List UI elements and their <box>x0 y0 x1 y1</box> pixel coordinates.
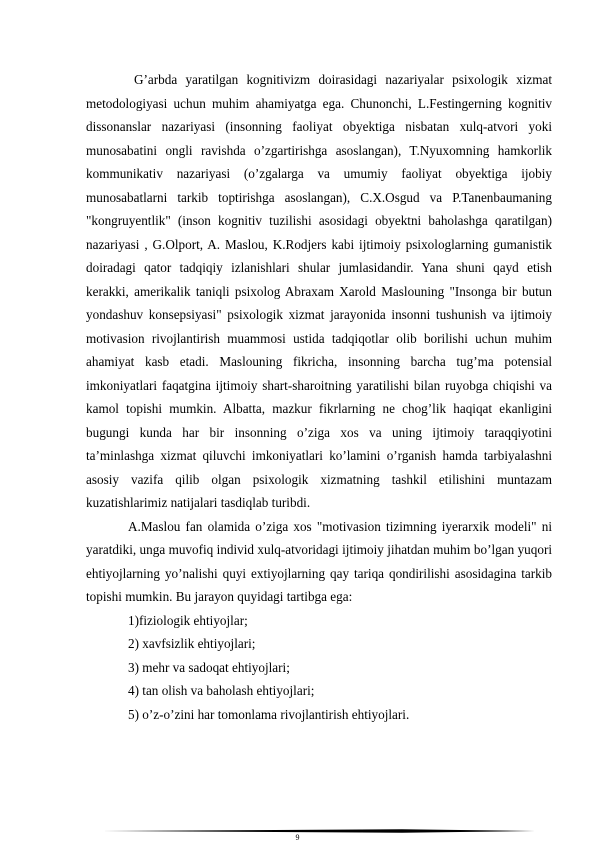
needs-list <box>86 609 552 727</box>
list-item: 3) mehr va sadoqat ehtiyojlari; <box>128 659 290 675</box>
footer-divider-line <box>102 829 535 833</box>
paragraph-kognitivizm: G’arbda yaratilgan kognitivizm doirasidagi nazariyalar psixologik xizmat metodologiyasi uchun muhim ahamiyatga ega. Chunonchi, L.Festingerning kognitiv dissonanslar nazariyasi (insonning faoliyat obyektiga nisbatan xulq-atvori yoki munosabatini ongli ravishda o’zgartirishga asoslangan), T.Nyuxomning hamkorlik kommunikativ nazariyasi (o’zgalarga va umumiy faoliyat obyektiga ijobiy munosabatlarni tarkib toptirishga asoslangan), C.X.Osgud va P.Tanenbaumaning "kongruyentlik" (inson kognitiv tuzilishi asosidagi obyektni baholashga qaratilgan) nazariyasi , G.Olport, A. Maslou, K.Rodjers kabi ijtimoiy psixologlarning gumanistik doiradagi qator tadqiqiy izlanishlari shular jumlasidandir. Yana shuni qayd etish kerakki, amerikalik taniqli psixolog Abraxam Xarold Maslouning "Insonga bir butun yondashuv konsepsiyasi" psixologik xizmat jarayonida insonni tushunish va ijtimoiy motivasion rivojlantirish muammosi ustida tadqiqotlar olib borilishi uchun muhim ahamiyat kasb etadi. Maslouning fikricha, insonning barcha tug’ma potensial imkoniyatlari faqatgina ijtimoiy shart-sharoitning yaratilishi bilan ruyobga chiqishi va kamol topishi mumkin. Albatta, mazkur fikrlarning ne chog’lik haqiqat ekanligini bugungi kunda har bir insonning o’ziga xos va uning ijtimoiy taraqqiyotini ta’minlashga xizmat qiluvchi imkoniyatlari ko’lamini o’rganish hamda tarbiyalashni asosiy vazifa qilib olgan psixologik xizmatning tashkil etilishini muntazam kuzatishlarimiz natijalari tasdiqlab turibdi. <box>86 72 552 510</box>
document-body <box>86 68 552 726</box>
paragraph-maslou: A.Maslou fan olamida o’ziga xos "motivasion tizimning iyerarxik modeli" ni yaratdiki, unga muvofiq individ xulq-atvoridagi ijtimoiy jihatdan muhim bo’lgan yuqori ehtiyojlarning yo’nalishi quyi extiyojlarning qay tariqa qondirilishi asosidagina tarkib topishi mumkin. Bu jarayon quyidagi tartibga ega: <box>86 518 552 604</box>
list-item: 2) xavfsizlik ehtiyojlari; <box>128 636 256 651</box>
list-item: 5) o’z-o’zini har tomonlama rivojlantirish ehtiyojlari. <box>128 706 410 722</box>
list-item: 4) tan olish va baholash ehtiyojlari; <box>128 683 315 698</box>
list-item: 1)fiziologik ehtiyojlar; <box>128 612 248 628</box>
page-number: 9 <box>295 833 300 842</box>
